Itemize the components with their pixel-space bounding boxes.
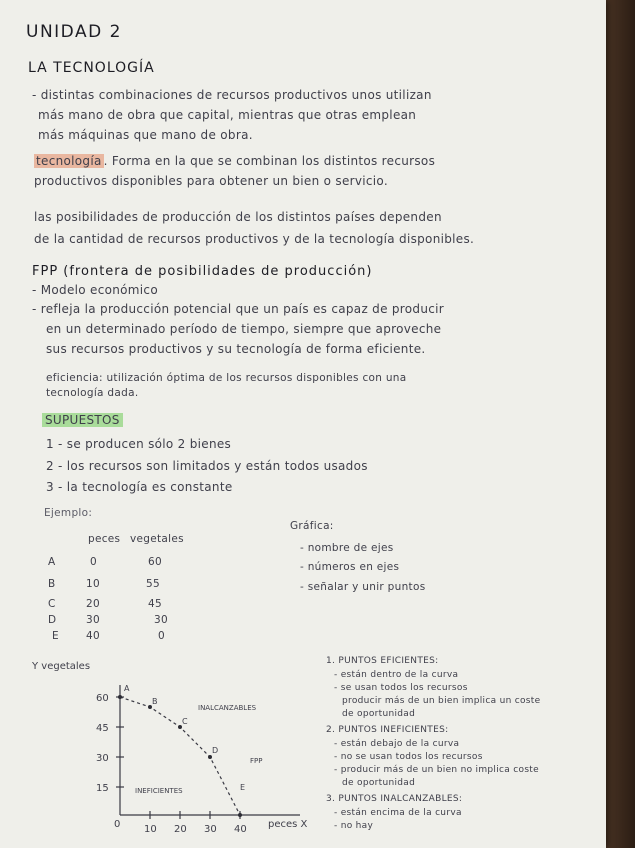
posibilidades-line: las posibilidades de producción de los distintos países dependen	[34, 210, 442, 224]
intro-line: más máquinas que mano de obra.	[38, 128, 253, 142]
grafica-item: - nombre de ejes	[300, 542, 394, 554]
puntos-line: - se usan todos los recursos	[334, 683, 468, 693]
puntos-line: - producir más de un bien no implica coste	[334, 765, 539, 775]
point-d	[208, 755, 212, 759]
fpp-graph	[30, 655, 330, 840]
puntos-line: - no hay	[334, 821, 374, 831]
puntos-line: - están dentro de la curva	[334, 670, 459, 680]
point-label: C	[182, 717, 188, 726]
point-a	[118, 695, 122, 699]
tecnologia-def-line: productivos disponibles para obtener un bien o servicio.	[34, 174, 388, 188]
table-cell: 55	[146, 578, 160, 590]
table-cell: 10	[86, 578, 100, 590]
fpp-item: - refleja la producción potencial que un país es capaz de producir	[32, 302, 445, 316]
point-label: E	[240, 783, 246, 792]
unit-title: UNIDAD 2	[26, 22, 122, 42]
point-label: A	[124, 684, 130, 693]
table-row-label: C	[48, 598, 56, 610]
background-wood-edge	[605, 0, 635, 848]
eficiencia-line: tecnología dada.	[46, 387, 139, 399]
fpp-title: FPP (frontera de posibilidades de producción)	[32, 264, 373, 279]
intro-line: más mano de obra que capital, mientras que otras emplean	[38, 108, 417, 122]
puntos-line: - están debajo de la curva	[334, 739, 460, 749]
x-tick-label: 20	[174, 824, 187, 835]
posibilidades-line: de la cantidad de recursos productivos y de la tecnología disponibles.	[34, 232, 475, 246]
supuesto-item: 2 - los recursos son limitados y están todos usados	[46, 459, 368, 473]
table-cell: 60	[148, 556, 162, 568]
puntos-line: de oportunidad	[342, 709, 416, 719]
tecnologia-def-line: . Forma en la que se combinan los distintos recursos	[103, 154, 436, 168]
puntos-line: 1. PUNTOS EFICIENTES:	[326, 656, 439, 666]
y-tick-label: 15	[96, 783, 109, 794]
puntos-line: producir más de un bien implica un coste	[342, 696, 541, 706]
y-tick-label: 45	[96, 723, 109, 734]
fpp-curve	[120, 697, 240, 815]
table-cell: 0	[90, 556, 97, 568]
grafica-item: - números en ejes	[300, 561, 400, 573]
table-cell: 30	[154, 614, 168, 626]
supuesto-item: 3 - la tecnología es constante	[46, 480, 233, 494]
section-title: LA TECNOLOGÍA	[28, 60, 155, 76]
y-tick-label: 60	[96, 693, 109, 704]
puntos-line: de oportunidad	[342, 778, 416, 788]
region-ineficientes: INEFICIENTES	[135, 787, 183, 795]
supuestos-title: SUPUESTOS	[42, 413, 123, 427]
fpp-item: - Modelo económico	[32, 283, 158, 297]
y-axis-label: Y vegetales	[32, 661, 91, 672]
x-axis-label: peces X	[268, 819, 308, 830]
fpp-item: sus recursos productivos y su tecnología de forma eficiente.	[46, 342, 426, 356]
x-tick-label: 10	[144, 824, 157, 835]
table-cell: 30	[86, 614, 100, 626]
puntos-line: - están encima de la curva	[334, 808, 462, 818]
supuesto-item: 1 - se producen sólo 2 bienes	[46, 437, 232, 451]
intro-line: - distintas combinaciones de recursos productivos unos utilizan	[32, 88, 432, 102]
fpp-item: en un determinado período de tiempo, siempre que aproveche	[46, 322, 442, 336]
grafica-title: Gráfica:	[290, 520, 334, 532]
table-header-peces: peces	[88, 533, 121, 545]
table-cell: 0	[158, 630, 165, 642]
tecnologia-definition	[34, 154, 435, 168]
x-tick-label: 30	[204, 824, 217, 835]
grafica-item: - señalar y unir puntos	[300, 581, 426, 593]
table-cell: 45	[148, 598, 162, 610]
region-inalcanzables: INALCANZABLES	[198, 704, 257, 712]
eficiencia-line: eficiencia: utilización óptima de los recursos disponibles con una	[46, 372, 407, 384]
table-cell: 40	[86, 630, 100, 642]
table-row-label: E	[52, 630, 59, 642]
point-label: B	[152, 697, 158, 706]
table-header-vegetales: vegetales	[130, 533, 184, 545]
table-row-label: A	[48, 556, 56, 568]
puntos-line: 3. PUNTOS INALCANZABLES:	[326, 794, 463, 804]
y-tick-label: 30	[96, 753, 109, 764]
point-e	[238, 813, 242, 817]
x-tick-label: 40	[234, 824, 247, 835]
table-cell: 20	[86, 598, 100, 610]
ejemplo-label: Ejemplo:	[44, 507, 93, 519]
fpp-label: FPP	[250, 757, 263, 765]
point-label: D	[212, 746, 219, 755]
puntos-line: - no se usan todos los recursos	[334, 752, 483, 762]
table-row-label: D	[48, 614, 57, 626]
x-tick-label: 0	[114, 819, 121, 830]
puntos-line: 2. PUNTOS INEFICIENTES:	[326, 725, 449, 735]
table-row-label: B	[48, 578, 56, 590]
tecnologia-term: tecnología	[36, 154, 102, 168]
